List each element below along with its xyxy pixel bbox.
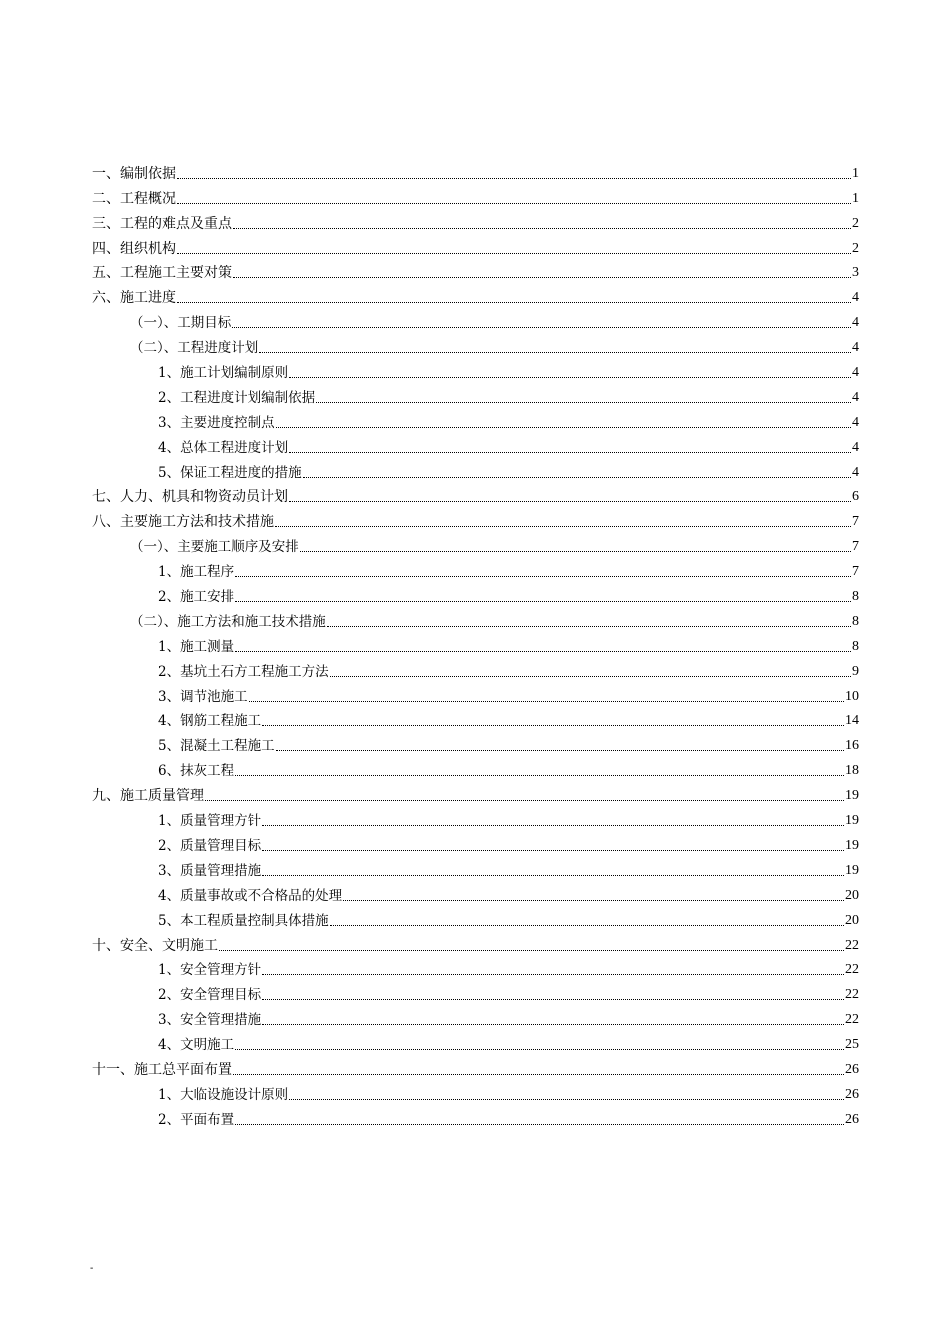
toc-entry-title: 六、施工进度 [92,290,176,307]
toc-dot-leader [262,724,844,726]
toc-dot-leader [262,824,844,826]
toc-entry-title: （一）、主要施工顺序及安排 [130,539,299,556]
toc-entry[interactable] [92,755,859,780]
toc-entry-page-number: 19 [845,813,859,829]
toc-entry[interactable] [92,930,859,955]
toc-entry-title: 三、工程的难点及重点 [92,215,232,232]
toc-entry[interactable] [92,556,859,581]
toc-dot-leader [316,401,851,403]
toc-entry[interactable] [92,432,859,457]
toc-entry-page-number: 19 [845,788,859,804]
toc-entry-title: 4、文明施工 [158,1037,235,1054]
toc-entry-page-number: 7 [852,514,859,530]
toc-entry-page-number: 22 [845,937,859,953]
toc-entry-page-number: 4 [852,464,859,480]
toc-entry-title: 5、保证工程进度的措施 [158,464,302,481]
toc-entry-page-number: 10 [845,688,859,704]
toc-entry[interactable] [92,1029,859,1054]
toc-entry[interactable] [92,830,859,855]
toc-entry-page-number: 14 [845,713,859,729]
toc-entry[interactable] [92,282,859,307]
toc-dot-leader [330,675,851,677]
toc-entry[interactable] [92,407,859,432]
toc-entry[interactable] [92,1079,859,1104]
toc-entry-title: 1、施工测量 [158,638,235,655]
toc-entry[interactable] [92,258,859,283]
toc-entry-page-number: 20 [845,887,859,903]
toc-dot-leader [289,376,851,378]
toc-entry-page-number: 22 [845,962,859,978]
toc-entry[interactable] [92,1004,859,1029]
toc-dot-leader [275,525,851,527]
toc-dot-leader [235,650,851,652]
toc-dot-leader [235,1123,844,1125]
toc-entry[interactable] [92,780,859,805]
toc-dot-leader [177,252,851,254]
toc-entry-page-number: 22 [845,1012,859,1028]
toc-entry[interactable] [92,855,859,880]
toc-entry[interactable] [92,233,859,258]
toc-dot-leader [327,625,851,627]
toc-entry[interactable] [92,581,859,606]
toc-entry-title: 2、平面布置 [158,1111,235,1128]
toc-entry[interactable] [92,1104,859,1129]
toc-dot-leader [235,575,851,577]
toc-dot-leader [235,600,851,602]
toc-entry-title: 1、安全管理方针 [158,962,262,979]
toc-entry[interactable] [92,531,859,556]
toc-entry[interactable] [92,905,859,930]
toc-entry-title: 八、主要施工方法和技术措施 [92,514,274,531]
toc-entry-page-number: 19 [845,862,859,878]
toc-dot-leader [219,949,844,951]
toc-dot-leader [262,973,844,975]
toc-entry[interactable] [92,706,859,731]
toc-entry-title: 6、抹灰工程 [158,763,235,780]
toc-dot-leader [300,550,851,552]
toc-entry[interactable] [92,382,859,407]
toc-entry-title: 1、施工程序 [158,564,235,581]
toc-entry-page-number: 20 [845,912,859,928]
toc-dot-leader [330,924,844,926]
toc-entry[interactable] [92,681,859,706]
toc-entry[interactable] [92,606,859,631]
toc-entry[interactable] [92,1054,859,1079]
toc-dot-leader [262,874,844,876]
toc-dot-leader [233,1073,844,1075]
toc-dot-leader [262,1023,844,1025]
toc-entry-title: （二）、工程进度计划 [130,340,259,357]
toc-entry-title: 3、主要进度控制点 [158,414,275,431]
toc-entry[interactable] [92,955,859,980]
toc-entry-title: 七、人力、机具和物资动员计划 [92,489,288,506]
toc-dot-leader [177,301,851,303]
toc-dot-leader [289,1098,844,1100]
toc-entry[interactable] [92,357,859,382]
toc-entry-page-number: 16 [845,738,859,754]
toc-entry-title: 四、组织机构 [92,240,176,257]
toc-entry[interactable] [92,183,859,208]
toc-entry[interactable] [92,979,859,1004]
toc-entry-title: 2、基坑土石方工程施工方法 [158,663,329,680]
toc-entry-page-number: 25 [845,1037,859,1053]
toc-entry-page-number: 4 [852,315,859,331]
toc-dot-leader [276,749,844,751]
toc-entry-page-number: 4 [852,290,859,306]
toc-entry[interactable] [92,631,859,656]
toc-entry-page-number: 8 [852,638,859,654]
toc-entry[interactable] [92,208,859,233]
toc-entry-title: 4、钢筋工程施工 [158,713,262,730]
toc-dot-leader [232,326,851,328]
toc-entry-title: 五、工程施工主要对策 [92,265,232,282]
toc-entry-page-number: 26 [845,1111,859,1127]
toc-entry-title: 一、编制依据 [92,165,176,182]
toc-entry-title: 3、质量管理措施 [158,862,262,879]
toc-entry[interactable] [92,332,859,357]
toc-entry-page-number: 8 [852,589,859,605]
toc-entry-title: 2、安全管理目标 [158,987,262,1004]
toc-entry-page-number: 9 [852,663,859,679]
toc-entry-title: 2、质量管理目标 [158,837,262,854]
toc-entry[interactable] [92,506,859,531]
toc-entry-title: 2、工程进度计划编制依据 [158,389,316,406]
toc-entry-page-number: 4 [852,389,859,405]
toc-entry-title: 二、工程概况 [92,190,176,207]
toc-entry[interactable] [92,457,859,482]
toc-entry-page-number: 4 [852,365,859,381]
toc-dot-leader [233,276,851,278]
toc-dot-leader [205,799,844,801]
toc-dot-leader [262,849,844,851]
toc-entry-page-number: 4 [852,414,859,430]
toc-entry-title: 5、本工程质量控制具体措施 [158,912,329,929]
toc-entry-page-number: 4 [852,340,859,356]
toc-entry-page-number: 1 [852,190,859,206]
toc-entry-page-number: 19 [845,837,859,853]
toc-dot-leader [276,426,851,428]
toc-entry-page-number: 18 [845,763,859,779]
toc-entry-page-number: 4 [852,439,859,455]
toc-entry-title: 十、安全、文明施工 [92,937,218,954]
toc-dot-leader [303,476,851,478]
toc-entry-page-number: 6 [852,489,859,505]
toc-entry-title: 九、施工质量管理 [92,788,204,805]
toc-entry-title: 3、调节池施工 [158,688,248,705]
toc-entry-title: 十一、施工总平面布置 [92,1061,232,1078]
toc-entry-title: （二）、施工方法和施工技术措施 [130,613,326,630]
toc-dot-leader [235,774,844,776]
toc-entry[interactable] [92,805,859,830]
toc-dot-leader [177,177,851,179]
toc-entry-page-number: 2 [852,240,859,256]
toc-dot-leader [259,351,851,353]
toc-entry-page-number: 3 [852,265,859,281]
toc-entry-title: 1、施工计划编制原则 [158,365,289,382]
toc-entry-page-number: 8 [852,613,859,629]
toc-dot-leader [289,500,851,502]
toc-entry[interactable] [92,880,859,905]
toc-dot-leader [233,227,851,229]
toc-dot-leader [249,700,844,702]
toc-dot-leader [262,998,844,1000]
toc-dot-leader [343,899,844,901]
table-of-contents [92,158,859,1129]
toc-entry-page-number: 7 [852,539,859,555]
toc-entry-title: 4、总体工程进度计划 [158,439,289,456]
toc-entry[interactable] [92,307,859,332]
toc-entry-title: 2、施工安排 [158,589,235,606]
toc-dot-leader [235,1048,844,1050]
toc-entry[interactable] [92,158,859,183]
toc-dot-leader [177,202,851,204]
toc-dot-leader [289,451,851,453]
toc-entry-page-number: 7 [852,564,859,580]
toc-entry-page-number: 2 [852,215,859,231]
toc-entry[interactable] [92,482,859,507]
toc-entry-title: 3、安全管理措施 [158,1012,262,1029]
toc-entry[interactable] [92,730,859,755]
toc-entry-title: 5、混凝土工程施工 [158,738,275,755]
toc-entry-title: 4、质量事故或不合格品的处理 [158,887,343,904]
toc-entry-title: （一）、工期目标 [130,315,232,332]
toc-entry-page-number: 22 [845,987,859,1003]
toc-entry-page-number: 1 [852,165,859,181]
footer-mark: - [90,1263,94,1274]
toc-entry-title: 1、大临设施设计原则 [158,1086,289,1103]
toc-entry-title: 1、质量管理方针 [158,813,262,830]
toc-entry[interactable] [92,656,859,681]
toc-entry-page-number: 26 [845,1061,859,1077]
toc-entry-page-number: 26 [845,1086,859,1102]
